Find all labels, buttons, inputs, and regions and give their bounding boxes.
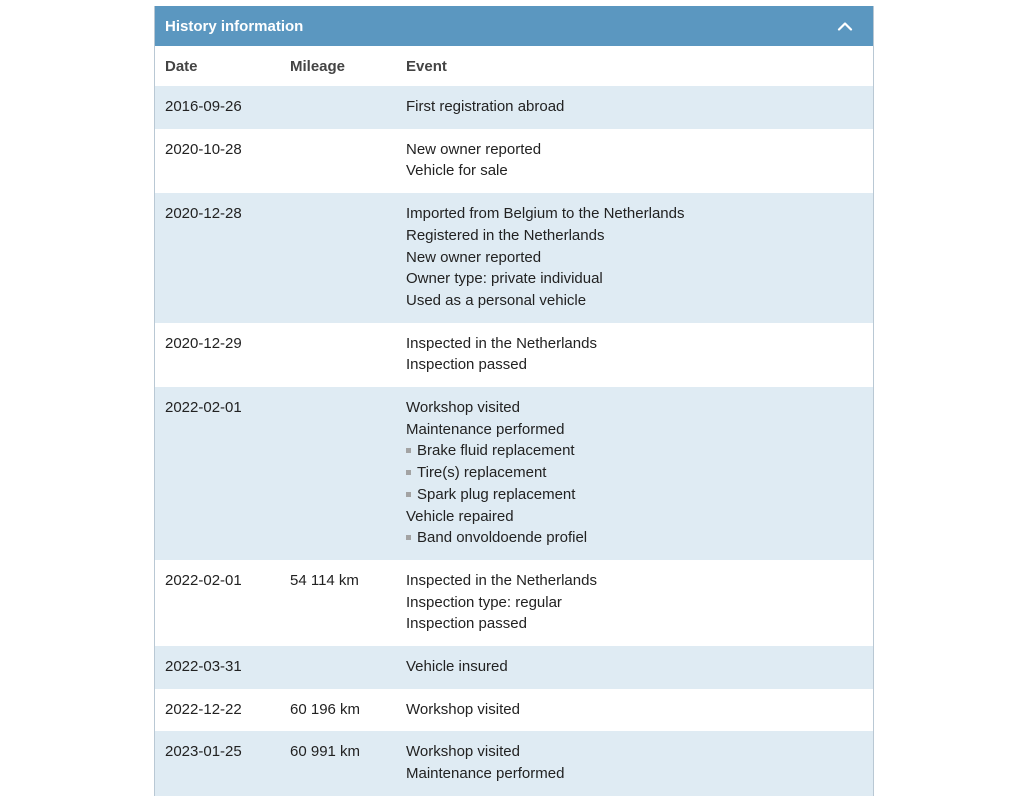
- row-date: 2022-02-01: [165, 399, 242, 417]
- row-mileage: [280, 193, 396, 323]
- table-row: [155, 689, 873, 732]
- event-item: Vehicle insured: [406, 658, 508, 676]
- history-table: [155, 46, 873, 796]
- event-item: Registered in the Netherlands: [406, 226, 605, 244]
- table-row: [155, 86, 873, 129]
- row-mileage: 60 991 km: [290, 743, 361, 761]
- row-date: 2020-12-28: [165, 205, 242, 223]
- header-mileage: Mileage: [290, 57, 346, 75]
- panel-title: History information: [165, 17, 304, 35]
- event-item: New owner reported: [406, 248, 542, 266]
- row-mileage: 54 114 km: [290, 571, 359, 589]
- row-events: [396, 129, 873, 193]
- row-date: 2022-12-22: [165, 700, 242, 718]
- event-item: Workshop visited: [406, 399, 520, 417]
- row-date: 2023-01-25: [165, 743, 242, 761]
- chevron-up-icon: [837, 21, 853, 31]
- table-row: [155, 560, 873, 646]
- event-item: Vehicle for sale: [406, 162, 508, 180]
- row-events: [396, 560, 873, 646]
- row-mileage: [280, 646, 396, 689]
- row-events: [396, 193, 873, 323]
- event-item: Owner type: private individual: [406, 270, 603, 288]
- row-events: [396, 731, 873, 795]
- table-row: [155, 646, 873, 689]
- row-events: [396, 689, 873, 732]
- row-mileage: [280, 387, 396, 560]
- event-item: Used as a personal vehicle: [406, 291, 587, 309]
- panel-header[interactable]: [155, 6, 873, 46]
- event-item: Inspected in the Netherlands: [406, 334, 597, 352]
- event-item: Inspected in the Netherlands: [406, 571, 597, 589]
- event-item: First registration abroad: [406, 98, 565, 115]
- event-item: Maintenance performed: [406, 420, 565, 438]
- row-events: [396, 323, 873, 387]
- table-row: [155, 129, 873, 193]
- event-item: Inspection passed: [406, 356, 527, 374]
- table-row: [155, 323, 873, 387]
- table-header-row: [155, 46, 873, 86]
- event-item: Maintenance performed: [406, 765, 565, 783]
- row-date: 2022-02-01: [165, 571, 242, 589]
- row-events: [396, 387, 873, 560]
- row-events: [396, 646, 873, 689]
- row-mileage: [280, 86, 396, 129]
- row-events: [396, 86, 873, 129]
- event-detail-item: Brake fluid replacement: [406, 440, 863, 462]
- row-mileage: [280, 129, 396, 193]
- row-mileage: 60 196 km: [290, 700, 361, 718]
- table-row: [155, 731, 873, 795]
- header-event: Event: [406, 57, 447, 75]
- row-date: 2016-09-26: [165, 98, 242, 115]
- event-item: Inspection passed: [406, 615, 527, 633]
- header-date: Date: [165, 57, 198, 75]
- row-date: 2022-03-31: [165, 658, 242, 676]
- event-item: Workshop visited: [406, 700, 520, 718]
- row-mileage: [280, 323, 396, 387]
- event-item: Imported from Belgium to the Netherlands: [406, 205, 685, 223]
- event-item: Vehicle repaired: [406, 507, 514, 525]
- row-date: 2020-12-29: [165, 334, 242, 352]
- event-detail-item: Tire(s) replacement: [406, 462, 863, 484]
- history-table-body: [155, 86, 873, 796]
- event-item: Inspection type: regular: [406, 593, 562, 611]
- event-item: New owner reported: [406, 140, 542, 158]
- history-panel: [154, 6, 874, 796]
- event-detail-item: Spark plug replacement: [406, 484, 863, 506]
- table-row: [155, 193, 873, 323]
- row-date: 2020-10-28: [165, 140, 242, 158]
- event-item: Workshop visited: [406, 743, 520, 761]
- table-row: [155, 387, 873, 560]
- event-detail-item: Band onvoldoende profiel: [406, 527, 863, 549]
- collapse-button[interactable]: [833, 14, 857, 38]
